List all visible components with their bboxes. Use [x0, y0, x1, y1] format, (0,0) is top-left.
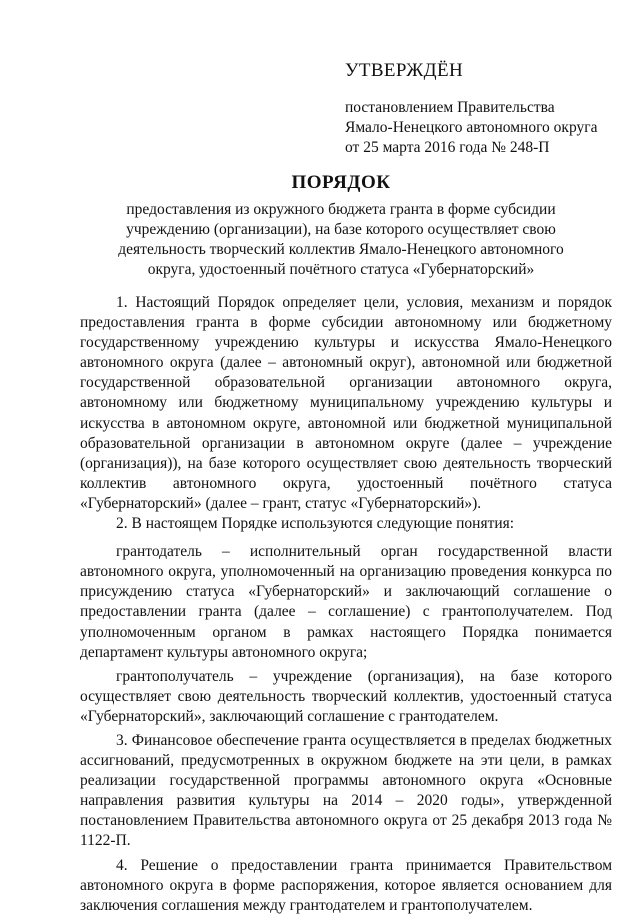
approval-line-date: от 25 марта 2016 года № 248-П — [345, 139, 550, 156]
document-subtitle: предоставления из окружного бюджета гранта в форме субсидии учреждению (организации), на базе которого осуществляет свою деятельность творческий коллектив Ямало-Ненецкого автономного округа, удостоенный почётного статуса «Губернаторский» — [118, 201, 564, 278]
paragraph-1: 1. Настоящий Порядок определяет цели, условия, механизм и порядок предоставления гранта в форме субсидии автономному или бюджетному государственному учреждению культуры и искусства Ямало-Ненецкого автономного округа (далее – автономный округ), автономной или бюджетной государственной образовательной организации автономного округа, автономному или бюджетному муниципальному учреждению культуры и искусства в автономном округе, автономной или бюджетной муниципальной образовательной организации в автономном округе (далее – учреждение (организация)), на базе которого осуществляет свою деятельность творческий коллектив автономного округа, удостоенный почётного статуса «Губернаторский» (далее – грант, статус «Губернаторский»). — [80, 294, 612, 512]
paragraph-4: 4. Решение о предоставлении гранта принимается Правительством автономного округа в форме распоряжения, которое является основанием для заключения соглашения между грантодателем и грантополучателем. — [80, 856, 612, 914]
paragraph-2: 2. В настоящем Порядке используются следующие понятия: — [116, 515, 515, 533]
approval-line-decree: постановлением Правительства — [345, 99, 555, 116]
document-title: ПОРЯДОК — [291, 172, 391, 193]
document-body — [80, 293, 612, 916]
document-title-block — [96, 172, 586, 280]
approval-line-region: Ямало-Ненецкого автономного округа — [345, 119, 598, 136]
approval-heading: УТВЕРЖДЁН — [345, 60, 464, 81]
paragraph-definition-grantee: грантополучатель – учреждение (организация), на базе которого осуществляет свою деятельность творческий коллектив, удостоенный статуса «Губернаторский», заключающий соглашение с грантодателем. — [80, 667, 612, 725]
paragraph-3: 3. Финансовое обеспечение гранта осуществляется в пределах бюджетных ассигнований, предусмотренных в окружном бюджете на эти цели, в рамках реализации государственной программы автономного округа «Основные направления развития культуры на 2014 – 2020 годы», утвержденной постановлением Правительства автономного округа от 25 декабря 2013 года № 1122-П. — [80, 731, 612, 850]
paragraph-definition-grantor: грантодатель – исполнительный орган государственной власти автономного округа, уполномоченный на организацию проведения конкурса по присуждению статуса «Губернаторский» и заключающий соглашение о предоставлении гранта (далее – соглашение) с грантополучателем. Под уполномоченным органом в рамках настоящего Порядка понимается департамент культуры автономного округа; — [80, 543, 612, 661]
approval-stamp — [345, 60, 625, 158]
